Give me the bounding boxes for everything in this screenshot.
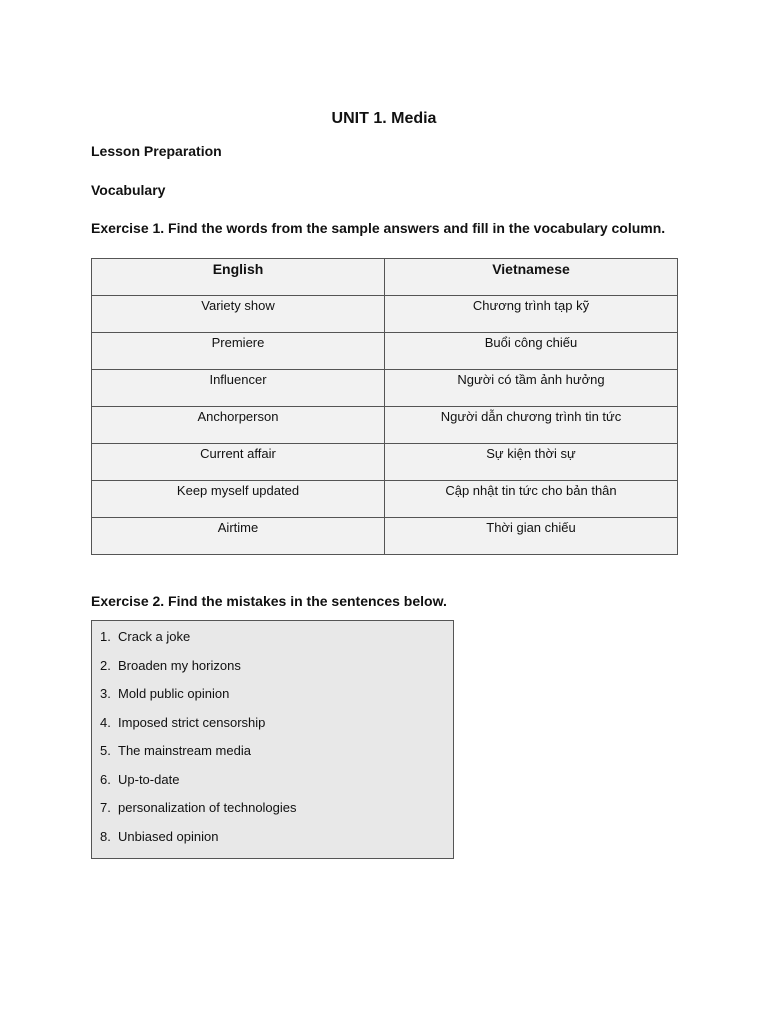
- vietnamese-cell: Người dẫn chương trình tin tức: [385, 407, 678, 444]
- vietnamese-cell: Thời gian chiếu: [385, 518, 678, 555]
- list-item: [100, 628, 297, 657]
- vietnamese-cell: Buổi công chiếu: [385, 333, 678, 370]
- column-header-vietnamese: Vietnamese: [385, 259, 678, 296]
- item-text: Crack a joke: [118, 629, 191, 644]
- vietnamese-cell: Cập nhật tin tức cho bản thân: [385, 481, 678, 518]
- mistakes-list: [100, 628, 297, 856]
- list-item: [100, 685, 297, 714]
- list-item: [100, 771, 297, 800]
- table-row: [92, 333, 678, 370]
- vocabulary-table: [91, 258, 678, 555]
- list-item: [100, 714, 297, 743]
- item-text: Unbiased opinion: [118, 828, 219, 844]
- vietnamese-cell: Người có tầm ảnh hưởng: [385, 370, 678, 407]
- table-row: [92, 444, 678, 481]
- item-text: Imposed strict censorship: [118, 714, 266, 730]
- column-header-english: English: [92, 259, 385, 296]
- item-number: 4.: [100, 714, 111, 730]
- lesson-heading: Lesson Preparation: [91, 143, 222, 159]
- vietnamese-cell: Chương trình tạp kỹ: [385, 296, 678, 333]
- english-cell: Airtime: [92, 518, 385, 555]
- item-text: Up-to-date: [118, 771, 180, 787]
- english-cell: Anchorperson: [92, 407, 385, 444]
- page-title: UNIT 1. Media: [331, 110, 437, 127]
- item-number: 5.: [100, 743, 111, 758]
- item-number: 1.: [100, 629, 111, 644]
- english-cell: Influencer: [92, 370, 385, 407]
- list-item: [100, 742, 297, 771]
- table-row: [92, 481, 678, 518]
- vietnamese-cell: Sự kiện thời sự: [385, 444, 678, 481]
- item-text: Broaden my horizons: [118, 657, 241, 673]
- english-cell: Keep myself updated: [92, 481, 385, 518]
- table-header-row: [92, 259, 678, 296]
- list-item: [100, 828, 297, 857]
- item-number: 8.: [100, 828, 111, 844]
- mistakes-box: [91, 620, 454, 859]
- item-number: 6.: [100, 771, 111, 787]
- table-row: [92, 518, 678, 555]
- item-number: 7.: [100, 800, 111, 815]
- list-item: [100, 657, 297, 686]
- item-text: Mold public opinion: [118, 686, 230, 701]
- english-cell: Current affair: [92, 444, 385, 481]
- item-text: personalization of technologies: [118, 800, 297, 815]
- exercise2-heading: Exercise 2. Find the mistakes in the sentences below.: [91, 593, 447, 609]
- table-row: [92, 370, 678, 407]
- table-row: [92, 296, 678, 333]
- item-number: 2.: [100, 657, 111, 673]
- table-row: [92, 407, 678, 444]
- english-cell: Premiere: [92, 333, 385, 370]
- vocabulary-heading: Vocabulary: [91, 182, 166, 198]
- english-cell: Variety show: [92, 296, 385, 333]
- item-text: The mainstream media: [118, 743, 251, 758]
- exercise1-heading: Exercise 1. Find the words from the sample answers and fill in the vocabulary column.: [91, 220, 666, 236]
- item-number: 3.: [100, 686, 111, 701]
- list-item: [100, 799, 297, 828]
